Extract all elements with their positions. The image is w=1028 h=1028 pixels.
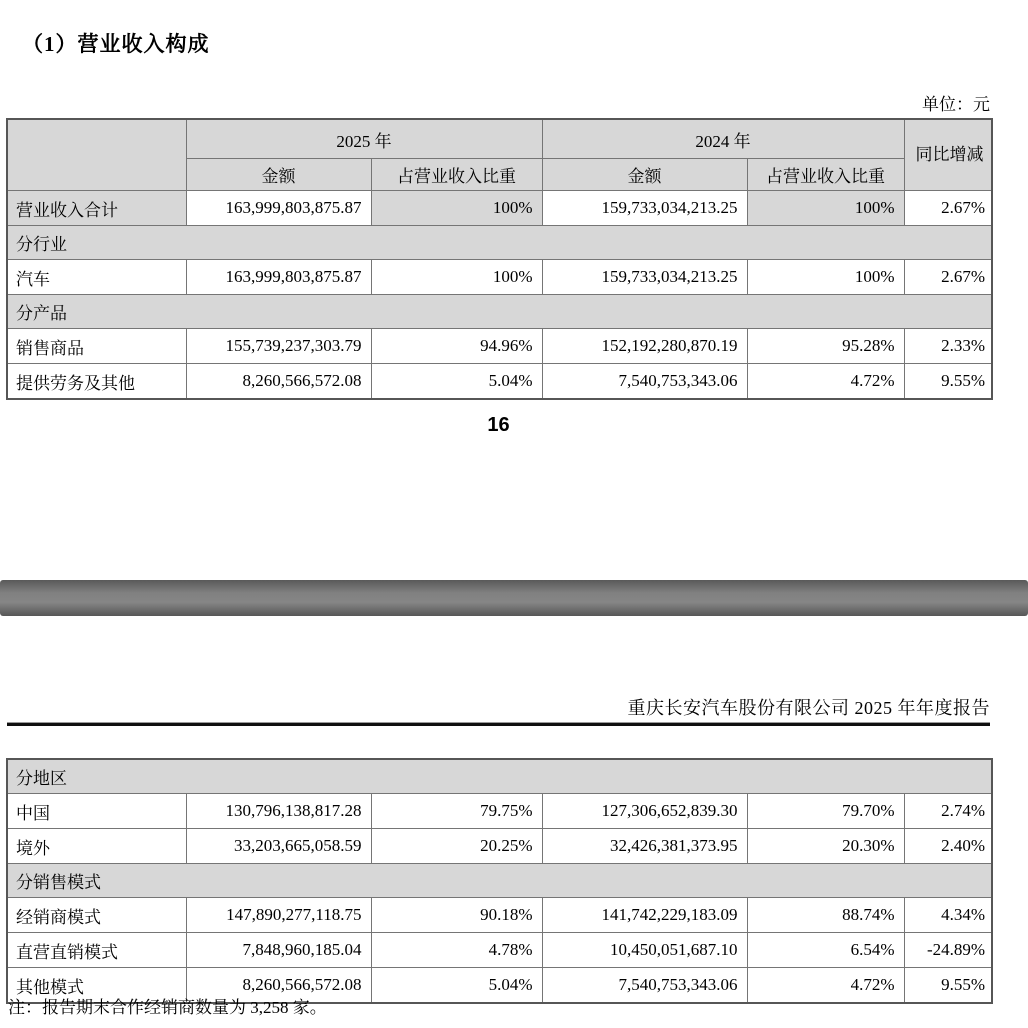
col-header-2024: 2024 年 [542,119,904,159]
cell-yoy: 9.55% [904,968,992,1004]
cell-yoy: 2.40% [904,829,992,864]
cell-share-2025: 20.25% [371,829,542,864]
unit-label: 单位：元 [922,95,990,114]
cell-share-2025: 5.04% [371,364,542,400]
cell-share-2025: 5.04% [371,968,542,1004]
section-label: 分行业 [7,226,992,260]
col-header-amount-2025: 金额 [186,159,371,191]
cell-amount-2025: 8,260,566,572.08 [186,968,371,1004]
cell-amount-2025: 163,999,803,875.87 [186,191,371,226]
revenue-composition-table-page2 [6,758,993,1004]
col-header-2025: 2025 年 [186,119,542,159]
page-number: 16 [487,414,510,436]
cell-amount-2025: 163,999,803,875.87 [186,260,371,295]
corner-cell [7,119,186,191]
cell-share-2025: 100% [371,260,542,295]
cell-share-2024: 20.30% [747,829,904,864]
cell-amount-2024: 159,733,034,213.25 [542,260,747,295]
cell-amount-2024: 127,306,652,839.30 [542,794,747,829]
section-label: 分产品 [7,295,992,329]
table-row-china [7,794,992,829]
cell-share-2024: 79.70% [747,794,904,829]
cell-share-2024: 95.28% [747,329,904,364]
row-label: 提供劳务及其他 [7,364,186,400]
cell-amount-2024: 7,540,753,343.06 [542,968,747,1004]
cell-share-2024: 100% [747,260,904,295]
section-label: 分地区 [7,759,992,794]
section-label: 分销售模式 [7,864,992,898]
table-row-direct-sales-model [7,933,992,968]
cell-share-2025: 4.78% [371,933,542,968]
section-row-by-region [7,759,992,794]
cell-share-2024: 88.74% [747,898,904,933]
cell-share-2024: 4.72% [747,968,904,1004]
table-row-dealer-model [7,898,992,933]
row-label: 营业收入合计 [7,191,186,226]
cell-share-2025: 100% [371,191,542,226]
col-header-amount-2024: 金额 [542,159,747,191]
row-label: 销售商品 [7,329,186,364]
cell-yoy: 9.55% [904,364,992,400]
cell-amount-2025: 147,890,277,118.75 [186,898,371,933]
cell-amount-2025: 7,848,960,185.04 [186,933,371,968]
table-row-automobile [7,260,992,295]
cell-amount-2024: 152,192,280,870.19 [542,329,747,364]
revenue-composition-table-page1 [6,118,993,400]
cell-share-2025: 90.18% [371,898,542,933]
cell-amount-2024: 159,733,034,213.25 [542,191,747,226]
cell-yoy: 2.74% [904,794,992,829]
cell-share-2024: 6.54% [747,933,904,968]
row-label: 直营直销模式 [7,933,186,968]
table-row-overseas [7,829,992,864]
cell-yoy: 2.67% [904,191,992,226]
table-row-total [7,191,992,226]
section-title: （1）营业收入构成 [22,32,210,56]
section-row-by-industry [7,226,992,260]
row-label: 境外 [7,829,186,864]
cell-yoy: 2.67% [904,260,992,295]
cell-share-2025: 79.75% [371,794,542,829]
cell-amount-2024: 7,540,753,343.06 [542,364,747,400]
cell-yoy: 2.33% [904,329,992,364]
cell-share-2025: 94.96% [371,329,542,364]
row-label: 经销商模式 [7,898,186,933]
cell-amount-2024: 32,426,381,373.95 [542,829,747,864]
col-header-yoy: 同比增减 [904,119,992,191]
col-header-share-2024: 占营业收入比重 [747,159,904,191]
cell-yoy: -24.89% [904,933,992,968]
cell-amount-2025: 8,260,566,572.08 [186,364,371,400]
cell-share-2024: 4.72% [747,364,904,400]
cell-yoy: 4.34% [904,898,992,933]
cell-amount-2024: 10,450,051,687.10 [542,933,747,968]
col-header-share-2025: 占营业收入比重 [371,159,542,191]
row-label: 其他模式 [7,968,186,1004]
row-label: 汽车 [7,260,186,295]
page-break-divider [0,580,1028,616]
cell-amount-2025: 155,739,237,303.79 [186,329,371,364]
report-header-rule [7,722,990,726]
cell-share-2024: 100% [747,191,904,226]
section-row-by-sales-model [7,864,992,898]
report-header: 重庆长安汽车股份有限公司 2025 年年度报告 [627,698,990,718]
cell-amount-2025: 33,203,665,058.59 [186,829,371,864]
table-row-goods-sales [7,329,992,364]
table-row-services-other [7,364,992,400]
header-row-years [7,119,992,159]
cell-amount-2024: 141,742,229,183.09 [542,898,747,933]
section-row-by-product [7,295,992,329]
row-label: 中国 [7,794,186,829]
dealer-count-footnote: 注：报告期末合作经销商数量为 3,258 家。 [8,998,327,1017]
cell-amount-2025: 130,796,138,817.28 [186,794,371,829]
